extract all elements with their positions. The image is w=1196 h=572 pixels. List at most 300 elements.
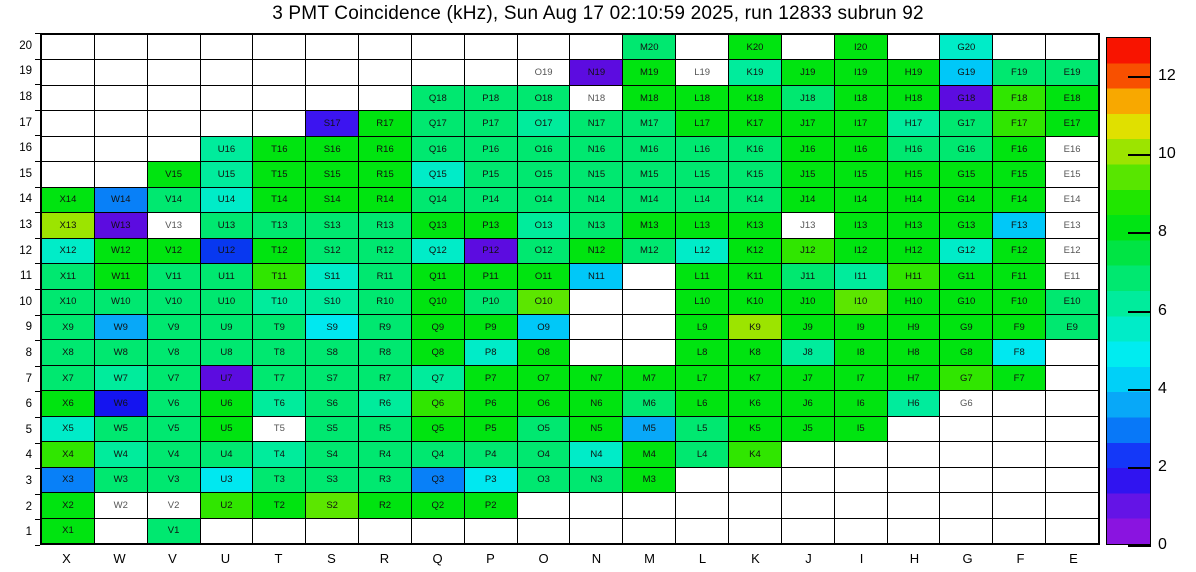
heatmap-cell-U7	[201, 366, 253, 390]
heatmap-cell-X9	[42, 315, 94, 339]
heatmap-cell-L2	[676, 493, 728, 517]
heatmap-cell-S1	[306, 519, 358, 543]
cell-label: O17	[534, 118, 553, 130]
y-axis-tick	[35, 340, 40, 341]
colorbar-tick	[1128, 232, 1151, 234]
heatmap-cell-N8	[570, 340, 622, 364]
cell-label: I19	[854, 67, 868, 79]
cell-label: N17	[587, 118, 606, 130]
heatmap-cell-P8	[465, 340, 517, 364]
cell-label: K14	[746, 194, 764, 206]
heatmap-cell-J15	[782, 162, 834, 186]
cell-label: J7	[802, 372, 813, 384]
heatmap-cell-F15	[993, 162, 1045, 186]
heatmap-cell-M20	[623, 35, 675, 59]
cell-label: G10	[957, 296, 976, 308]
heatmap-cell-I15	[835, 162, 887, 186]
cell-label: I12	[854, 245, 868, 257]
cell-label: G20	[957, 41, 976, 53]
cell-label: F12	[1011, 245, 1028, 257]
col-label: N	[591, 551, 602, 566]
cell-label: V7	[167, 372, 180, 384]
heatmap-cell-G7	[940, 366, 992, 390]
cell-label: Q17	[428, 118, 447, 130]
heatmap-cell-R2	[359, 493, 411, 517]
col-label: O	[538, 551, 549, 566]
heatmap-cell-N10	[570, 290, 622, 314]
cell-label: L18	[694, 92, 711, 104]
cell-label: L14	[694, 194, 711, 206]
heatmap-cell-E19	[1046, 60, 1098, 84]
cell-label: V15	[165, 168, 183, 180]
heatmap-cell-O17	[518, 111, 570, 135]
colorbar-tick-label: 4	[1158, 379, 1167, 397]
heatmap-cell-M4	[623, 442, 675, 466]
cell-label: Q12	[428, 245, 447, 257]
cell-label: I11	[854, 270, 867, 282]
heatmap-cell-L1	[676, 519, 728, 543]
row-label: 11	[20, 270, 32, 283]
cell-label: O15	[534, 168, 553, 180]
heatmap-cell-V13	[148, 213, 200, 237]
cell-label: V12	[165, 245, 183, 257]
cell-label: K20	[746, 41, 764, 53]
cell-label: G12	[957, 245, 976, 257]
cell-label: Q7	[431, 372, 445, 384]
cell-label: T7	[273, 372, 285, 384]
cell-label: O10	[534, 296, 553, 308]
heatmap-cell-Q2	[412, 493, 464, 517]
heatmap-cell-S20	[306, 35, 358, 59]
heatmap-cell-T18	[253, 86, 305, 110]
heatmap-cell-T6	[253, 391, 305, 415]
col-label: Q	[432, 551, 443, 566]
cell-label: L5	[696, 423, 708, 435]
cell-label: P9	[484, 321, 497, 333]
heatmap-cell-S16	[306, 137, 358, 161]
cell-label: T2	[273, 499, 285, 511]
cell-label: I15	[854, 168, 868, 180]
heatmap-cell-U19	[201, 60, 253, 84]
heatmap-cell-K12	[729, 239, 781, 263]
heatmap-cell-O11	[518, 264, 570, 288]
row-label: 2	[25, 500, 32, 513]
cell-label: Q4	[431, 448, 445, 460]
cell-label: T12	[271, 245, 288, 257]
cell-label: T10	[271, 296, 288, 308]
heatmap-cell-V9	[148, 315, 200, 339]
cell-label: G16	[957, 143, 976, 155]
heatmap-cell-N18	[570, 86, 622, 110]
cell-label: M20	[640, 41, 659, 53]
heatmap-cell-M9	[623, 315, 675, 339]
heatmap-cell-K19	[729, 60, 781, 84]
cell-label: L19	[694, 67, 711, 79]
heatmap-cell-P14	[465, 188, 517, 212]
heatmap-cell-W4	[95, 442, 147, 466]
heatmap-cell-V2	[148, 493, 200, 517]
y-axis-tick	[35, 315, 40, 316]
heatmap-cell-I7	[835, 366, 887, 390]
heatmap-cell-O8	[518, 340, 570, 364]
heatmap-cell-I4	[835, 442, 887, 466]
cell-label: N11	[588, 270, 605, 282]
heatmap-cell-O14	[518, 188, 570, 212]
cell-label: G18	[957, 92, 976, 104]
colorbar-tick-label: 2	[1158, 457, 1167, 475]
heatmap-cell-M19	[623, 60, 675, 84]
cell-label: O4	[537, 448, 550, 460]
cell-label: R7	[378, 372, 392, 384]
cell-label: W6	[113, 398, 128, 410]
heatmap-cell-F19	[993, 60, 1045, 84]
heatmap-cell-N4	[570, 442, 622, 466]
cell-label: P4	[484, 448, 497, 460]
heatmap-cell-J16	[782, 137, 834, 161]
heatmap-cell-J17	[782, 111, 834, 135]
heatmap-cell-F12	[993, 239, 1045, 263]
heatmap-cell-J19	[782, 60, 834, 84]
heatmap-cell-I18	[835, 86, 887, 110]
heatmap-cell-M18	[623, 86, 675, 110]
heatmap-cell-G6	[940, 391, 992, 415]
cell-label: M5	[642, 423, 656, 435]
cell-label: K16	[746, 143, 764, 155]
heatmap-cell-H19	[888, 60, 940, 84]
heatmap-cell-N12	[570, 239, 622, 263]
cell-label: S14	[323, 194, 341, 206]
y-axis-tick	[35, 391, 40, 392]
heatmap-cell-S11	[306, 264, 358, 288]
cell-label: S5	[326, 423, 338, 435]
heatmap-cell-F17	[993, 111, 1045, 135]
cell-label: J18	[800, 92, 816, 104]
cell-label: U8	[220, 347, 233, 359]
heatmap-cell-N6	[570, 391, 622, 415]
heatmap-cell-V14	[148, 188, 200, 212]
col-label: K	[751, 551, 760, 566]
heatmap-cell-E16	[1046, 137, 1098, 161]
heatmap-cell-M6	[623, 391, 675, 415]
cell-label: U15	[217, 168, 236, 180]
heatmap-cell-M2	[623, 493, 675, 517]
heatmap-cell-L11	[676, 264, 728, 288]
cell-label: P12	[482, 245, 500, 257]
chart-title: 3 PMT Coincidence (kHz), Sun Aug 17 02:10:59 2025, run 12833 subrun 92	[272, 3, 924, 24]
heatmap-cell-P12	[465, 239, 517, 263]
cell-label: V9	[167, 321, 180, 333]
heatmap-cell-E2	[1046, 493, 1098, 517]
heatmap-cell-H2	[888, 493, 940, 517]
cell-label: N14	[587, 194, 606, 206]
cell-label: E18	[1063, 92, 1081, 104]
cell-label: O18	[534, 92, 553, 104]
cell-label: K7	[749, 372, 761, 384]
cell-label: E10	[1063, 296, 1081, 308]
heatmap-cell-K18	[729, 86, 781, 110]
heatmap-cell-P13	[465, 213, 517, 237]
cell-label: G8	[960, 347, 973, 359]
heatmap-cell-I13	[835, 213, 887, 237]
heatmap-cell-L8	[676, 340, 728, 364]
heatmap-cell-O1	[518, 519, 570, 543]
y-axis-tick	[35, 468, 40, 469]
heatmap-cell-Q13	[412, 213, 464, 237]
heatmap-cell-M13	[623, 213, 675, 237]
cell-label: V2	[167, 499, 180, 511]
heatmap-cell-S17	[306, 111, 358, 135]
cell-label: O5	[537, 423, 550, 435]
heatmap-cell-J3	[782, 468, 834, 492]
heatmap-cell-V16	[148, 137, 200, 161]
cell-label: T6	[273, 398, 285, 410]
cell-label: S11	[324, 270, 341, 282]
heatmap-cell-E11	[1046, 264, 1098, 288]
heatmap-cell-O12	[518, 239, 570, 263]
heatmap-cell-M3	[623, 468, 675, 492]
heatmap-cell-G17	[940, 111, 992, 135]
cell-label: H9	[907, 321, 920, 333]
heatmap-cell-N20	[570, 35, 622, 59]
heatmap-cell-R19	[359, 60, 411, 84]
cell-label: G6	[960, 398, 973, 410]
cell-label: I18	[854, 92, 868, 104]
cell-label: H6	[907, 398, 920, 410]
heatmap-cell-T15	[253, 162, 305, 186]
heatmap-cell-I10	[835, 290, 887, 314]
cell-label: I16	[854, 143, 868, 155]
heatmap-cell-M5	[623, 417, 675, 441]
cell-label: H15	[904, 168, 923, 180]
y-axis-tick	[35, 494, 40, 495]
heatmap-cell-G15	[940, 162, 992, 186]
cell-label: M14	[640, 194, 659, 206]
heatmap-cell-E12	[1046, 239, 1098, 263]
heatmap-cell-P19	[465, 60, 517, 84]
heatmap-cell-R16	[359, 137, 411, 161]
heatmap-cell-K11	[729, 264, 781, 288]
cell-label: S3	[326, 474, 338, 486]
heatmap-cell-M15	[623, 162, 675, 186]
cell-label: X5	[62, 423, 74, 435]
heatmap-cell-K8	[729, 340, 781, 364]
heatmap-cell-J13	[782, 213, 834, 237]
y-axis-tick	[35, 33, 40, 34]
heatmap-cell-I5	[835, 417, 887, 441]
heatmap-cell-T19	[253, 60, 305, 84]
cell-label: H13	[904, 219, 923, 231]
cell-label: T16	[271, 143, 288, 155]
cell-label: F9	[1013, 321, 1025, 333]
cell-label: F11	[1011, 270, 1028, 282]
y-axis-tick	[35, 289, 40, 290]
heatmap-cell-W17	[95, 111, 147, 135]
heatmap-cell-E5	[1046, 417, 1098, 441]
heatmap-cell-T4	[253, 442, 305, 466]
heatmap-cell-O6	[518, 391, 570, 415]
cell-label: I13	[854, 219, 868, 231]
heatmap-cell-W3	[95, 468, 147, 492]
cell-label: Q3	[431, 474, 445, 486]
row-label: 8	[25, 347, 32, 359]
cell-label: M16	[640, 143, 659, 155]
cell-label: O9	[537, 321, 550, 333]
cell-label: K12	[746, 245, 764, 257]
heatmap-cell-F13	[993, 213, 1045, 237]
cell-label: L17	[694, 118, 711, 130]
cell-label: G11	[957, 270, 975, 282]
heatmap-cell-L19	[676, 60, 728, 84]
heatmap-cell-L6	[676, 391, 728, 415]
heatmap-cell-G4	[940, 442, 992, 466]
y-axis-tick	[35, 417, 40, 418]
cell-label: G15	[957, 168, 976, 180]
heatmap-cell-V17	[148, 111, 200, 135]
heatmap-cell-J6	[782, 391, 834, 415]
heatmap-cell-I11	[835, 264, 887, 288]
heatmap-cell-K7	[729, 366, 781, 390]
heatmap-cell-G9	[940, 315, 992, 339]
heatmap-cell-J2	[782, 493, 834, 517]
heatmap-cell-R11	[359, 264, 411, 288]
cell-label: N19	[587, 67, 606, 79]
heatmap-cell-U9	[201, 315, 253, 339]
heatmap-cell-I9	[835, 315, 887, 339]
cell-label: V1	[167, 525, 180, 537]
heatmap-cell-J7	[782, 366, 834, 390]
heatmap-cell-U8	[201, 340, 253, 364]
row-label: 20	[19, 39, 32, 52]
heatmap-cell-P3	[465, 468, 517, 492]
cell-label: I17	[854, 118, 868, 130]
cell-label: M18	[640, 92, 659, 104]
col-label: T	[274, 551, 283, 566]
cell-label: P10	[482, 296, 500, 308]
row-label: 1	[25, 526, 32, 539]
cell-label: X2	[62, 499, 74, 511]
cell-label: I14	[854, 194, 868, 206]
heatmap-cell-F1	[993, 519, 1045, 543]
heatmap-cell-G2	[940, 493, 992, 517]
heatmap-cell-S15	[306, 162, 358, 186]
cell-label: S2	[326, 499, 338, 511]
heatmap-cell-K17	[729, 111, 781, 135]
heatmap-cell-L18	[676, 86, 728, 110]
heatmap-cell-R9	[359, 315, 411, 339]
col-label: G	[962, 551, 973, 566]
cell-label: N6	[590, 398, 603, 410]
heatmap-cell-I14	[835, 188, 887, 212]
heatmap-cell-K20	[729, 35, 781, 59]
heatmap-cell-Q12	[412, 239, 464, 263]
cell-label: Q13	[428, 219, 447, 231]
cell-label: N15	[587, 168, 606, 180]
cell-label: W9	[113, 321, 128, 333]
heatmap-cell-N14	[570, 188, 622, 212]
heatmap-cell-F16	[993, 137, 1045, 161]
col-label: U	[220, 551, 231, 566]
heatmap-cell-I2	[835, 493, 887, 517]
heatmap-cell-L5	[676, 417, 728, 441]
cell-label: U10	[217, 296, 236, 308]
heatmap-cell-F3	[993, 468, 1045, 492]
heatmap-cell-Q9	[412, 315, 464, 339]
heatmap-cell-S14	[306, 188, 358, 212]
cell-label: M6	[642, 398, 656, 410]
cell-label: Q5	[431, 423, 445, 435]
heatmap-cell-S18	[306, 86, 358, 110]
heatmap-cell-S7	[306, 366, 358, 390]
cell-label: M15	[640, 168, 659, 180]
heatmap-grid	[40, 33, 1100, 545]
heatmap-cell-X20	[42, 35, 94, 59]
cell-label: O6	[537, 398, 550, 410]
heatmap-cell-Q11	[412, 264, 464, 288]
heatmap-cell-I17	[835, 111, 887, 135]
heatmap-cell-Q6	[412, 391, 464, 415]
heatmap-cell-L17	[676, 111, 728, 135]
cell-label: X9	[62, 321, 74, 333]
cell-label: K9	[749, 321, 761, 333]
heatmap-cell-X5	[42, 417, 94, 441]
heatmap-cell-H18	[888, 86, 940, 110]
cell-label: P13	[482, 219, 500, 231]
heatmap-cell-G14	[940, 188, 992, 212]
cell-label: F8	[1013, 347, 1025, 359]
col-label: H	[909, 551, 920, 566]
cell-label: J15	[800, 168, 816, 180]
cell-label: G9	[960, 321, 973, 333]
heatmap-cell-M1	[623, 519, 675, 543]
cell-label: X3	[62, 474, 74, 486]
cell-label: I7	[856, 372, 865, 384]
cell-label: N16	[587, 143, 606, 155]
heatmap-cell-W1	[95, 519, 147, 543]
cell-label: R13	[376, 219, 394, 231]
cell-label: F7	[1013, 372, 1025, 384]
cell-label: V8	[167, 347, 180, 359]
heatmap-cell-K6	[729, 391, 781, 415]
heatmap-cell-X10	[42, 290, 94, 314]
cell-label: P17	[482, 118, 500, 130]
cell-label: X13	[59, 219, 77, 231]
heatmap-cell-X7	[42, 366, 94, 390]
cell-label: M3	[642, 474, 656, 486]
y-axis-tick	[35, 366, 40, 367]
heatmap-cell-E8	[1046, 340, 1098, 364]
cell-label: R14	[376, 194, 394, 206]
heatmap-cell-G13	[940, 213, 992, 237]
cell-label: S13	[323, 219, 341, 231]
cell-label: N7	[590, 372, 603, 384]
heatmap-cell-W15	[95, 162, 147, 186]
cell-label: V6	[167, 398, 180, 410]
heatmap-cell-H4	[888, 442, 940, 466]
heatmap-cell-K10	[729, 290, 781, 314]
heatmap-cell-E13	[1046, 213, 1098, 237]
heatmap-cell-L14	[676, 188, 728, 212]
heatmap-cell-I1	[835, 519, 887, 543]
cell-label: N3	[590, 474, 603, 486]
cell-label: R5	[378, 423, 392, 435]
cell-label: E12	[1063, 245, 1081, 257]
heatmap-cell-V7	[148, 366, 200, 390]
cell-label: E13	[1063, 219, 1081, 231]
heatmap-cell-E1	[1046, 519, 1098, 543]
heatmap-cell-H1	[888, 519, 940, 543]
cell-label: S12	[323, 245, 341, 257]
heatmap-cell-I8	[835, 340, 887, 364]
